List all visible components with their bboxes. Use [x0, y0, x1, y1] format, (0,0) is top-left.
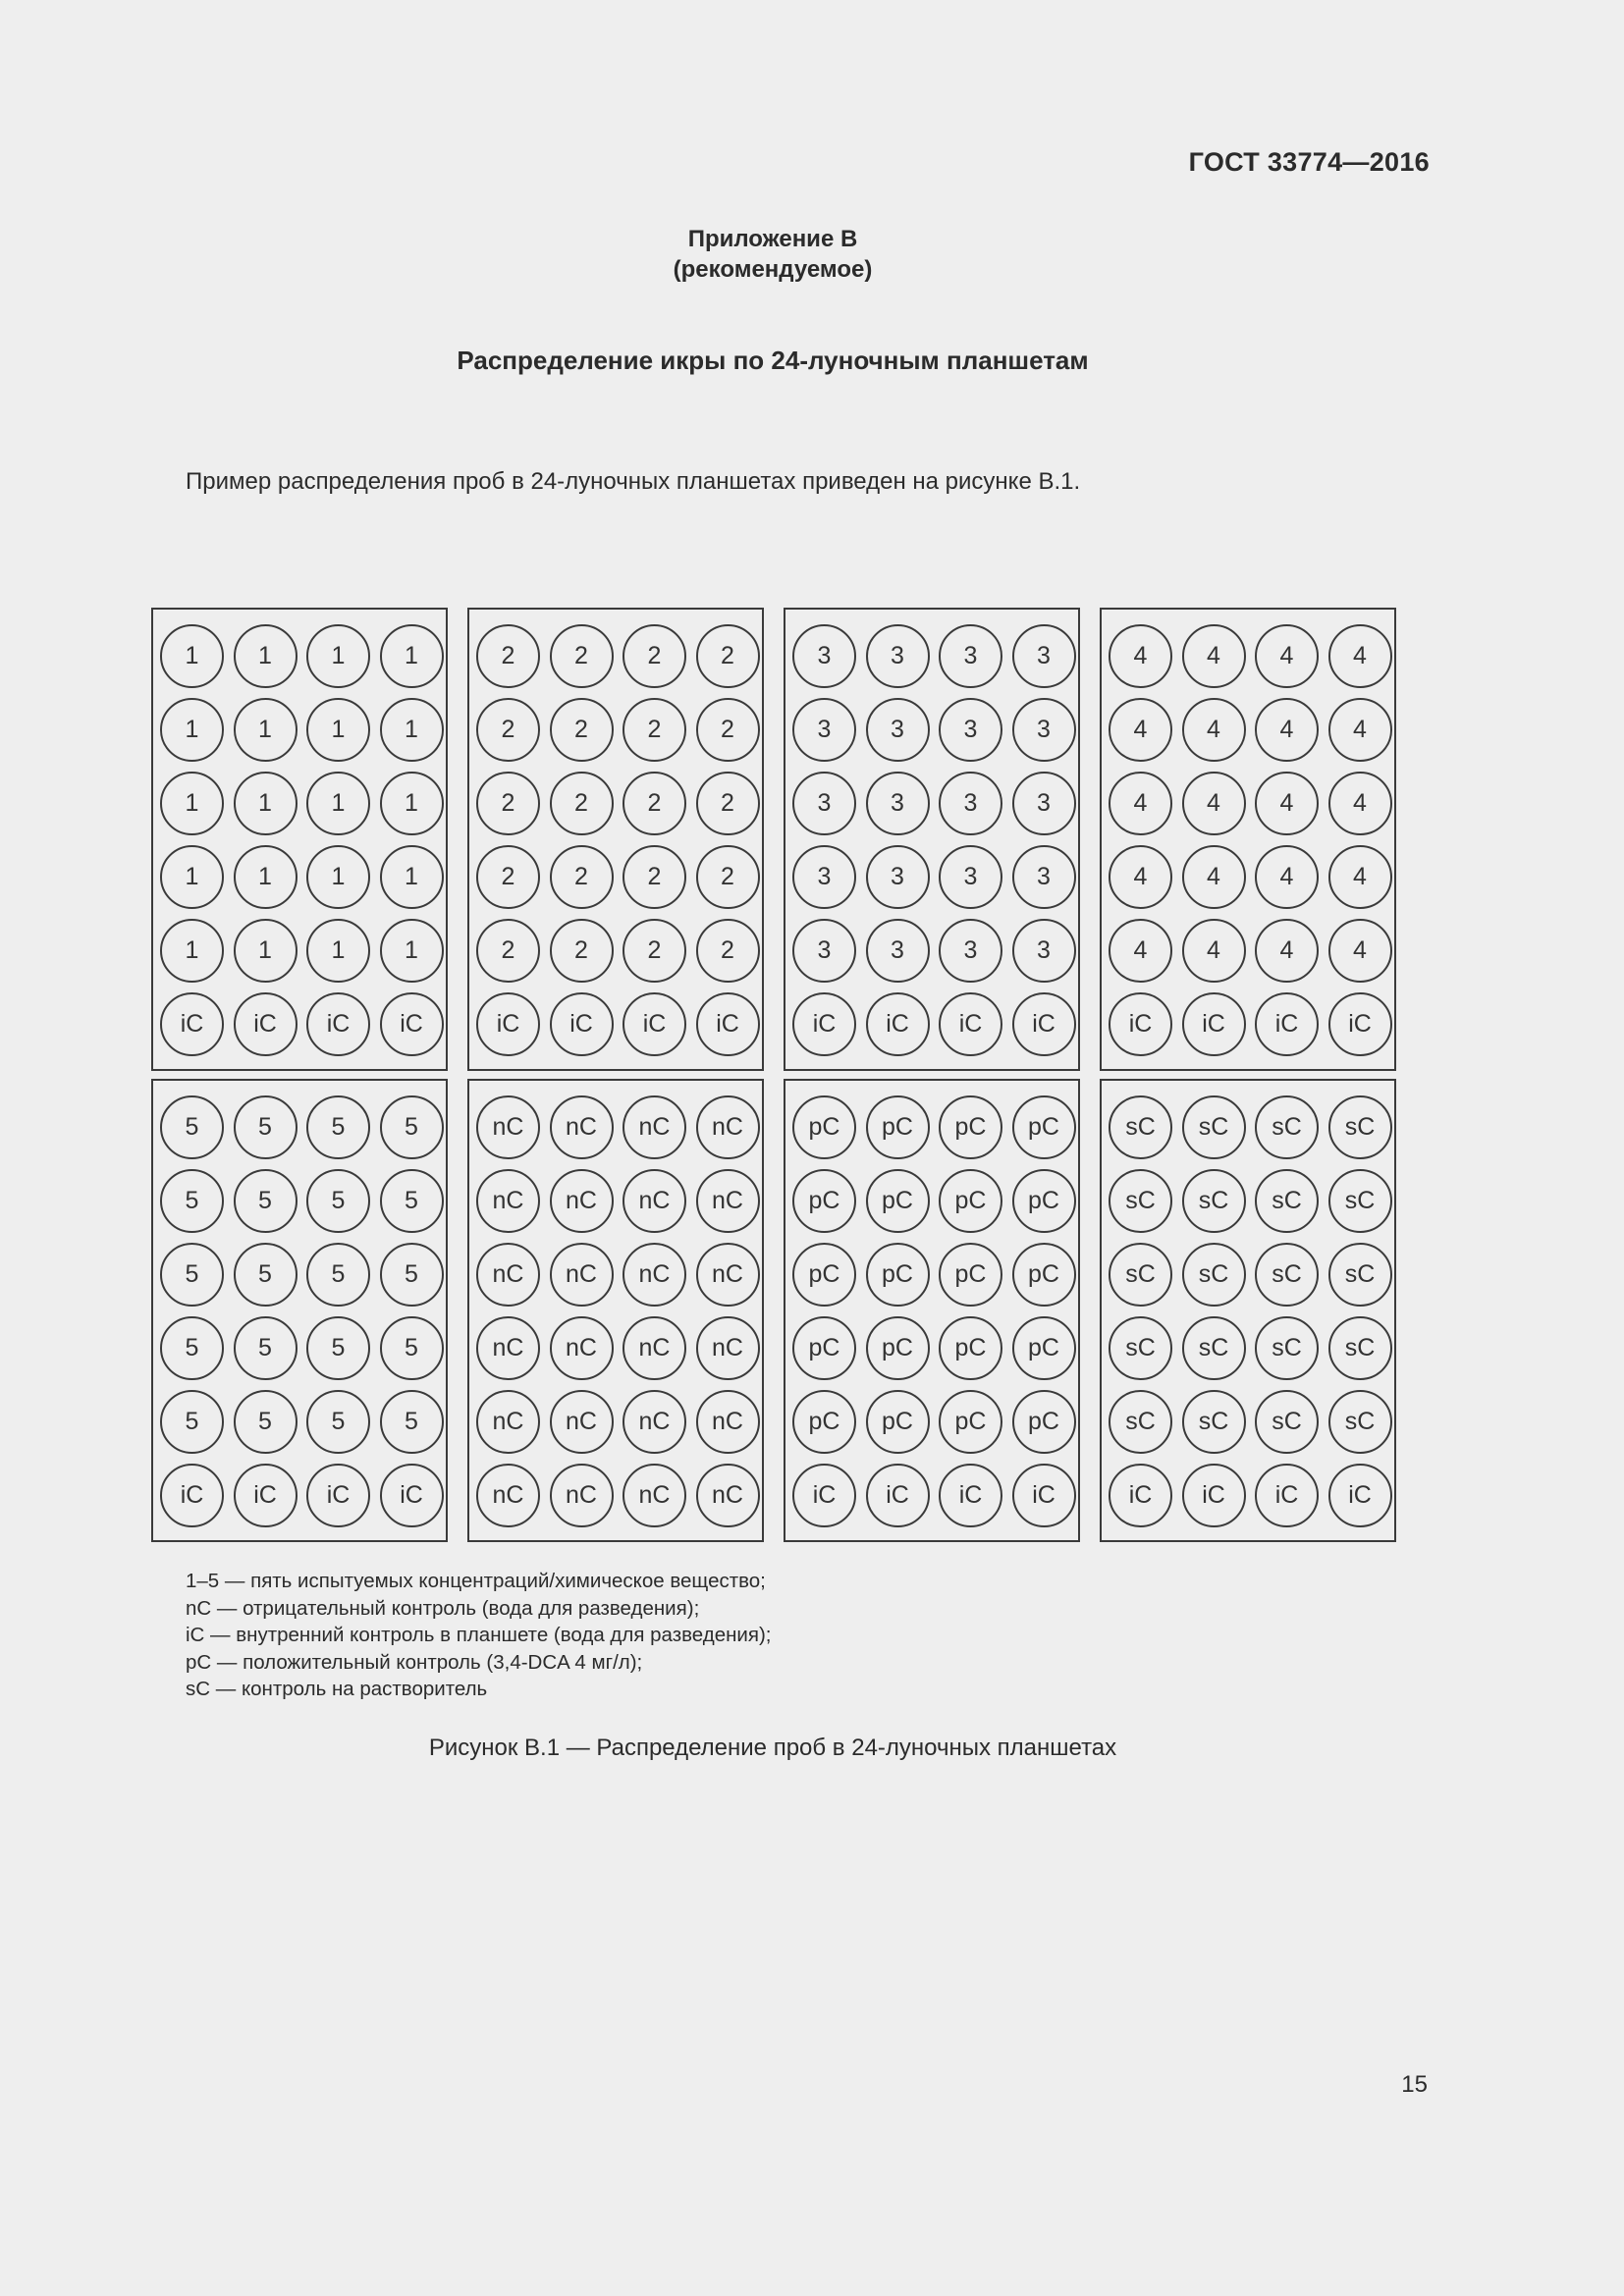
figure-caption: Рисунок В.1 — Распределение проб в 24-луночных планшетах: [428, 1735, 1117, 1761]
well: 5: [234, 1390, 298, 1454]
well: 3: [866, 772, 930, 835]
well: iC: [1255, 1464, 1319, 1527]
well: sC: [1109, 1095, 1172, 1159]
well: iC: [1255, 992, 1319, 1056]
well: 1: [160, 845, 224, 909]
well: 1: [234, 698, 298, 762]
well: nC: [696, 1095, 760, 1159]
well: 1: [234, 919, 298, 983]
well: pC: [1012, 1243, 1076, 1307]
well: 1: [306, 698, 370, 762]
well: 2: [476, 919, 540, 983]
well: 3: [792, 845, 856, 909]
well: nC: [476, 1464, 540, 1527]
document-code: ГОСТ 33774—2016: [1188, 147, 1430, 177]
well: pC: [866, 1243, 930, 1307]
well: sC: [1328, 1095, 1392, 1159]
figure-legend: [186, 1568, 772, 1703]
well: 4: [1182, 698, 1246, 762]
legend-item: iC — внутренний контроль в планшете (вода для разведения);: [186, 1624, 772, 1646]
well: sC: [1182, 1095, 1246, 1159]
well: 5: [160, 1169, 224, 1233]
well: sC: [1182, 1169, 1246, 1233]
well: 5: [160, 1095, 224, 1159]
well: pC: [792, 1169, 856, 1233]
well: 1: [234, 624, 298, 688]
well: 5: [380, 1390, 444, 1454]
well: iC: [476, 992, 540, 1056]
well: 5: [380, 1095, 444, 1159]
well: 1: [160, 624, 224, 688]
well: 4: [1182, 919, 1246, 983]
well: iC: [792, 1464, 856, 1527]
well: pC: [1012, 1390, 1076, 1454]
well: iC: [1328, 1464, 1392, 1527]
well: sC: [1255, 1095, 1319, 1159]
well: nC: [696, 1243, 760, 1307]
well: 4: [1328, 919, 1392, 983]
well: sC: [1328, 1243, 1392, 1307]
well: 4: [1328, 698, 1392, 762]
well: iC: [1109, 992, 1172, 1056]
well: 5: [306, 1095, 370, 1159]
well: 1: [160, 919, 224, 983]
well: 4: [1255, 698, 1319, 762]
well: iC: [696, 992, 760, 1056]
well: nC: [550, 1243, 614, 1307]
well: nC: [476, 1243, 540, 1307]
well: sC: [1328, 1390, 1392, 1454]
well: pC: [939, 1390, 1002, 1454]
well: iC: [1328, 992, 1392, 1056]
well: iC: [550, 992, 614, 1056]
plates-figure: [151, 608, 1396, 1544]
well: 3: [792, 772, 856, 835]
well: 3: [939, 919, 1002, 983]
well: 3: [866, 698, 930, 762]
well: 1: [234, 772, 298, 835]
well: 5: [160, 1390, 224, 1454]
well: iC: [306, 1464, 370, 1527]
well: 5: [380, 1243, 444, 1307]
well: sC: [1182, 1390, 1246, 1454]
well: nC: [550, 1390, 614, 1454]
well: 2: [623, 698, 686, 762]
well: 3: [939, 772, 1002, 835]
well: 4: [1328, 845, 1392, 909]
well: 1: [306, 919, 370, 983]
well: pC: [939, 1243, 1002, 1307]
well: 2: [476, 624, 540, 688]
plate-5: [151, 1079, 448, 1542]
well: nC: [696, 1169, 760, 1233]
plate-8: [1100, 1079, 1396, 1542]
plate-6: [467, 1079, 764, 1542]
well: sC: [1109, 1390, 1172, 1454]
well: nC: [623, 1316, 686, 1380]
well: pC: [792, 1243, 856, 1307]
well: 1: [380, 845, 444, 909]
well: iC: [1109, 1464, 1172, 1527]
well: nC: [476, 1169, 540, 1233]
well: sC: [1109, 1316, 1172, 1380]
page-number: 15: [1401, 2071, 1428, 2098]
well: nC: [550, 1095, 614, 1159]
well: 2: [550, 845, 614, 909]
well: 3: [792, 919, 856, 983]
well: 1: [306, 624, 370, 688]
well: 3: [939, 698, 1002, 762]
well: 4: [1109, 772, 1172, 835]
well: 2: [476, 845, 540, 909]
well: 3: [1012, 698, 1076, 762]
plate-1: [151, 608, 448, 1071]
plate-7: [784, 1079, 1080, 1542]
well: iC: [792, 992, 856, 1056]
well: 1: [160, 772, 224, 835]
well: 2: [550, 698, 614, 762]
well: nC: [623, 1390, 686, 1454]
well: 4: [1255, 772, 1319, 835]
well: pC: [792, 1095, 856, 1159]
well: 4: [1255, 624, 1319, 688]
well: 1: [306, 845, 370, 909]
legend-item: pC — положительный контроль (3,4-DCA 4 мг/л);: [186, 1650, 643, 1674]
well: 5: [234, 1316, 298, 1380]
well: 4: [1182, 845, 1246, 909]
well: 1: [380, 624, 444, 688]
well: nC: [476, 1390, 540, 1454]
well: pC: [1012, 1095, 1076, 1159]
well: 3: [939, 624, 1002, 688]
well: 5: [380, 1316, 444, 1380]
well: nC: [696, 1390, 760, 1454]
well: 5: [160, 1243, 224, 1307]
well: pC: [866, 1316, 930, 1380]
plate-2: [467, 608, 764, 1071]
well: nC: [623, 1169, 686, 1233]
well: sC: [1109, 1243, 1172, 1307]
well: pC: [939, 1095, 1002, 1159]
well: sC: [1109, 1169, 1172, 1233]
well: nC: [550, 1316, 614, 1380]
annex-title: Приложение В: [687, 226, 858, 252]
well: 1: [380, 919, 444, 983]
well: iC: [160, 992, 224, 1056]
well: nC: [623, 1243, 686, 1307]
intro-paragraph: Пример распределения проб в 24-луночных планшетах приведен на рисунке В.1.: [186, 468, 1081, 495]
well: pC: [939, 1169, 1002, 1233]
well: 4: [1109, 698, 1172, 762]
well: iC: [234, 992, 298, 1056]
well: 3: [792, 698, 856, 762]
well: 5: [306, 1390, 370, 1454]
well: iC: [380, 992, 444, 1056]
legend-item: 1–5 — пять испытуемых концентраций/химическое вещество;: [186, 1570, 766, 1592]
well: 3: [1012, 845, 1076, 909]
well: sC: [1255, 1169, 1319, 1233]
annex-subtitle: (рекомендуемое): [673, 256, 873, 283]
well: nC: [696, 1464, 760, 1527]
plate-3: [784, 608, 1080, 1071]
well: 5: [306, 1243, 370, 1307]
well: iC: [866, 1464, 930, 1527]
well: iC: [623, 992, 686, 1056]
well: 4: [1109, 845, 1172, 909]
section-title: Распределение икры по 24-луночным планшетам: [457, 346, 1089, 375]
well: 2: [623, 772, 686, 835]
well: iC: [380, 1464, 444, 1527]
well: iC: [939, 1464, 1002, 1527]
well: nC: [476, 1316, 540, 1380]
well: 2: [550, 772, 614, 835]
well: iC: [866, 992, 930, 1056]
well: iC: [234, 1464, 298, 1527]
well: nC: [696, 1316, 760, 1380]
well: iC: [160, 1464, 224, 1527]
well: sC: [1255, 1243, 1319, 1307]
well: 2: [476, 772, 540, 835]
well: pC: [866, 1390, 930, 1454]
well: 1: [306, 772, 370, 835]
well: 5: [380, 1169, 444, 1233]
well: 5: [234, 1095, 298, 1159]
legend-item: nC — отрицательный контроль (вода для разведения);: [186, 1596, 700, 1620]
well: iC: [1012, 992, 1076, 1056]
well: pC: [792, 1316, 856, 1380]
well: pC: [1012, 1169, 1076, 1233]
well: nC: [476, 1095, 540, 1159]
well: 1: [234, 845, 298, 909]
well: 5: [234, 1169, 298, 1233]
well: nC: [623, 1095, 686, 1159]
well: 5: [306, 1169, 370, 1233]
well: 5: [234, 1243, 298, 1307]
well: sC: [1255, 1316, 1319, 1380]
well: pC: [939, 1316, 1002, 1380]
well: nC: [550, 1464, 614, 1527]
well: 4: [1109, 624, 1172, 688]
well: 4: [1182, 624, 1246, 688]
well: 2: [476, 698, 540, 762]
well: 3: [792, 624, 856, 688]
well: 3: [939, 845, 1002, 909]
well: sC: [1182, 1243, 1246, 1307]
well: 3: [1012, 772, 1076, 835]
well: 2: [550, 919, 614, 983]
well: 4: [1255, 845, 1319, 909]
well: sC: [1255, 1390, 1319, 1454]
well: pC: [866, 1169, 930, 1233]
well: iC: [1182, 1464, 1246, 1527]
legend-item: sC — контроль на растворитель: [186, 1678, 488, 1700]
well: 3: [1012, 919, 1076, 983]
well: 3: [1012, 624, 1076, 688]
well: 2: [696, 698, 760, 762]
well: iC: [1182, 992, 1246, 1056]
well: pC: [1012, 1316, 1076, 1380]
well: 5: [160, 1316, 224, 1380]
well: 1: [380, 698, 444, 762]
well: sC: [1328, 1169, 1392, 1233]
well: 2: [696, 845, 760, 909]
well: nC: [623, 1464, 686, 1527]
well: 2: [696, 919, 760, 983]
well: 2: [696, 624, 760, 688]
well: 2: [550, 624, 614, 688]
well: sC: [1182, 1316, 1246, 1380]
well: 1: [160, 698, 224, 762]
plate-4: [1100, 608, 1396, 1071]
well: 3: [866, 624, 930, 688]
well: 4: [1109, 919, 1172, 983]
well: sC: [1328, 1316, 1392, 1380]
well: 2: [623, 919, 686, 983]
well: nC: [550, 1169, 614, 1233]
well: pC: [792, 1390, 856, 1454]
well: iC: [1012, 1464, 1076, 1527]
well: 4: [1328, 772, 1392, 835]
well: 2: [696, 772, 760, 835]
well: 4: [1182, 772, 1246, 835]
well: 4: [1255, 919, 1319, 983]
well: 2: [623, 845, 686, 909]
well: 5: [306, 1316, 370, 1380]
well: 2: [623, 624, 686, 688]
well: iC: [939, 992, 1002, 1056]
well: iC: [306, 992, 370, 1056]
well: 1: [380, 772, 444, 835]
well: 3: [866, 845, 930, 909]
well: 3: [866, 919, 930, 983]
well: 4: [1328, 624, 1392, 688]
well: pC: [866, 1095, 930, 1159]
